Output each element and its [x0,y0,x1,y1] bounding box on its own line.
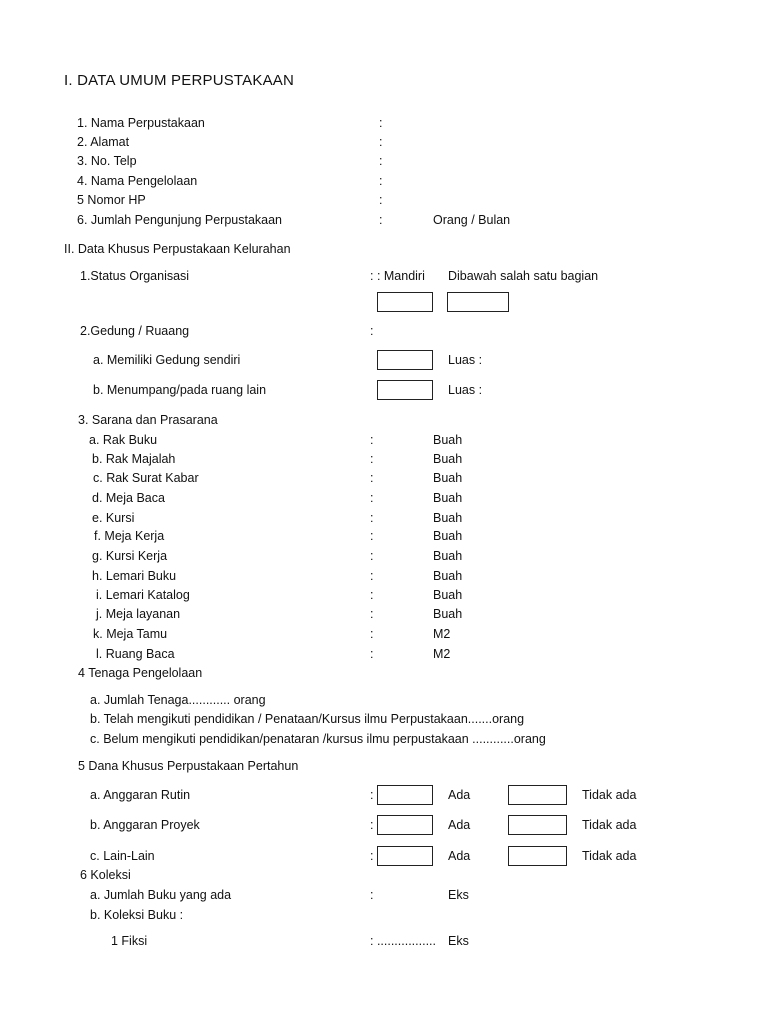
sarana-item-unit: M2 [433,627,451,641]
sarana-item-label: k. Meja Tamu [93,627,168,641]
gedung-label: 2.Gedung / Ruaang [80,324,190,338]
fiksi-colon: : ................. [370,934,436,948]
field-unit: Orang / Bulan [433,213,511,227]
dana-ada-label: Ada [448,788,471,802]
field-label: 3. No. Telp [77,154,137,168]
gedung-sendiri-luas: Luas : [448,353,483,367]
sarana-item-label: e. Kursi [92,511,135,525]
sarana-item-unit: Buah [433,433,463,447]
sarana-item-unit: M2 [433,647,451,661]
anggaran-proyek-ada-checkbox[interactable] [377,815,433,835]
gedung-colon: : [370,324,374,338]
field-label: 5 Nomor HP [77,193,146,207]
fiksi-label: 1 Fiksi [111,934,148,948]
fiksi-unit: Eks [448,934,469,948]
sarana-item-label: a. Rak Buku [89,433,158,447]
sarana-item-label: g. Kursi Kerja [92,549,168,563]
menumpang-luas: Luas : [448,383,483,397]
field-label: 2. Alamat [77,135,130,149]
anggaran-proyek-tidak-checkbox[interactable] [508,815,567,835]
sarana-item-unit: Buah [433,588,463,602]
jumlah-buku-colon: : [370,888,374,902]
sarana-item-colon: : [370,549,374,563]
dana-row-label: a. Anggaran Rutin [90,788,191,802]
koleksi-heading: 6 Koleksi [80,868,131,882]
menumpang-checkbox[interactable] [377,380,433,400]
sarana-item-colon: : [370,647,374,661]
field-label: 4. Nama Pengelolaan [77,174,198,188]
mandiri-checkbox[interactable] [377,292,433,312]
anggaran-rutin-tidak-checkbox[interactable] [508,785,567,805]
sarana-item-unit: Buah [433,511,463,525]
sarana-item-label: h. Lemari Buku [92,569,177,583]
sarana-item-label: f. Meja Kerja [94,529,165,543]
dana-row-colon: : [370,849,374,863]
field-colon: : [379,116,383,130]
dana-tidak-label: Tidak ada [582,818,637,832]
sarana-item-label: d. Meja Baca [92,491,165,505]
dana-tidak-label: Tidak ada [582,849,637,863]
sarana-item-colon: : [370,471,374,485]
dana-row-colon: : [370,788,374,802]
field-label: 6. Jumlah Pengunjung Perpustakaan [77,213,283,227]
sarana-item-colon: : [370,491,374,505]
jumlah-buku-unit: Eks [448,888,469,902]
sarana-item-unit: Buah [433,529,463,543]
jumlah-buku-label: a. Jumlah Buku yang ada [90,888,232,902]
dana-heading: 5 Dana Khusus Perpustakaan Pertahun [78,759,299,773]
dana-row-label: b. Anggaran Proyek [90,818,200,832]
dana-ada-label: Ada [448,849,471,863]
gedung-sendiri-label: a. Memiliki Gedung sendiri [93,353,241,367]
sarana-item-colon: : [370,607,374,621]
menumpang-label: b. Menumpang/pada ruang lain [93,383,267,397]
lain-lain-tidak-checkbox[interactable] [508,846,567,866]
tenaga-heading: 4 Tenaga Pengelolaan [78,666,203,680]
sarana-item-unit: Buah [433,491,463,505]
field-label: 1. Nama Perpustakaan [77,116,205,130]
dana-ada-label: Ada [448,818,471,832]
sarana-item-label: c. Rak Surat Kabar [93,471,199,485]
sarana-item-unit: Buah [433,607,463,621]
sarana-item-colon: : [370,588,374,602]
sarana-item-colon: : [370,627,374,641]
bagian-checkbox[interactable] [447,292,509,312]
sarana-item-unit: Buah [433,549,463,563]
section-1-heading: I. DATA UMUM PERPUSTAKAAN [64,72,295,89]
tenaga-jumlah: a. Jumlah Tenaga............ orang [90,693,266,707]
sarana-heading: 3. Sarana dan Prasarana [78,413,218,427]
sarana-item-colon: : [370,569,374,583]
field-colon: : [379,135,383,149]
dana-row-label: c. Lain-Lain [90,849,155,863]
sarana-item-label: j. Meja layanan [96,607,181,621]
status-mandiri-label: : : Mandiri [370,269,425,283]
field-colon: : [379,213,383,227]
dana-row-colon: : [370,818,374,832]
sarana-item-label: l. Ruang Baca [96,647,175,661]
sarana-item-label: b. Rak Majalah [92,452,176,466]
sarana-item-colon: : [370,529,374,543]
sarana-item-unit: Buah [433,569,463,583]
anggaran-rutin-ada-checkbox[interactable] [377,785,433,805]
dana-tidak-label: Tidak ada [582,788,637,802]
section-2-heading: II. Data Khusus Perpustakaan Kelurahan [64,242,291,256]
status-bagian-label: Dibawah salah satu bagian [448,269,599,283]
sarana-item-unit: Buah [433,471,463,485]
lain-lain-ada-checkbox[interactable] [377,846,433,866]
tenaga-belum-mengikuti: c. Belum mengikuti pendidikan/penataran /kursus ilmu perpustakaan ............orang [90,732,546,746]
sarana-item-colon: : [370,433,374,447]
field-colon: : [379,154,383,168]
sarana-item-colon: : [370,511,374,525]
field-colon: : [379,174,383,188]
gedung-sendiri-checkbox[interactable] [377,350,433,370]
status-organisasi-label: 1.Status Organisasi [80,269,190,283]
koleksi-buku-label: b. Koleksi Buku : [90,908,184,922]
sarana-item-unit: Buah [433,452,463,466]
sarana-item-label: i. Lemari Katalog [96,588,190,602]
sarana-item-colon: : [370,452,374,466]
field-colon: : [379,193,383,207]
tenaga-telah-mengikuti: b. Telah mengikuti pendidikan / Penataan/Kursus ilmu Perpustakaan.......orang [90,712,525,726]
